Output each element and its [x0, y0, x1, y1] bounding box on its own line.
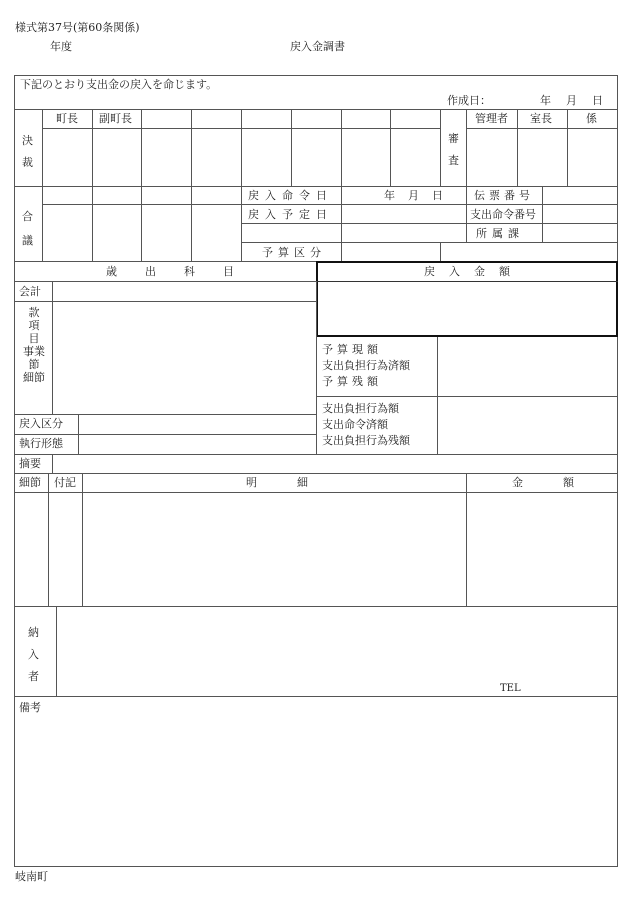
- col-staff: 係: [586, 112, 597, 125]
- creation-date-label: 作成日：: [447, 94, 491, 107]
- execution-form-label: 執行形態: [19, 437, 63, 450]
- col-amount: 金額: [512, 476, 614, 489]
- budget-remaining-label: 予算残額: [322, 375, 382, 388]
- summary-label: 摘要: [19, 457, 41, 470]
- creation-date-year: 年: [540, 94, 551, 107]
- creation-date-month: 月: [566, 94, 577, 107]
- kessai-label: 決 裁: [22, 134, 33, 169]
- col-subsection: 細節: [19, 476, 41, 489]
- payment-order-number-label: 支出命令番号: [470, 208, 536, 221]
- return-category-label: 戻入区分: [19, 417, 63, 430]
- payer-tel-label: TEL: [500, 683, 521, 694]
- col-section-chief: 室長: [530, 112, 552, 125]
- col-deputy-mayor: 副町長: [99, 112, 132, 125]
- return-scheduled-date-label: 戻入予定日: [248, 208, 333, 221]
- accounting-label: 会計: [19, 285, 41, 298]
- payer-label: 納 入 者: [28, 626, 39, 683]
- commitment-remaining-label: 支出負担行為残額: [322, 434, 410, 447]
- commitment-amount-label: 支出負担行為額: [322, 402, 399, 415]
- fiscal-year-label: 年度: [50, 40, 72, 53]
- order-date-year: 年: [384, 189, 395, 202]
- item-labels: 款 項 目 事業 節 細節: [23, 306, 45, 384]
- return-amount-heading: 戻入金額: [424, 265, 524, 278]
- budget-current-label: 予算現額: [322, 343, 382, 356]
- return-order-date-label: 戻入命令日: [248, 189, 333, 202]
- consultation-label: 合 議: [22, 210, 33, 247]
- department-label: 所属課: [476, 227, 524, 240]
- form-number: 様式第37号(第60条関係): [15, 21, 140, 34]
- col-note: 付記: [54, 476, 76, 489]
- expenditure-heading: 歳出科目: [106, 265, 262, 278]
- creation-date-day: 日: [592, 94, 603, 107]
- footer-town: 岐南町: [15, 870, 48, 883]
- col-mayor: 町長: [56, 112, 78, 125]
- shinsa-label: 審 査: [448, 132, 459, 167]
- payment-ordered-label: 支出命令済額: [322, 418, 388, 431]
- page-title: 戻入金調書: [290, 40, 345, 53]
- col-detail: 明細: [246, 476, 348, 489]
- col-manager: 管理者: [475, 112, 508, 125]
- voucher-number-label: 伝票番号: [474, 189, 534, 202]
- order-date-month: 月: [408, 189, 419, 202]
- remarks-label: 備考: [19, 701, 41, 714]
- budget-committed-label: 支出負担行為済額: [322, 359, 410, 372]
- order-text: 下記のとおり支出金の戻入を命じます。: [20, 78, 218, 91]
- budget-category-label: 予算区分: [262, 246, 326, 259]
- order-date-day: 日: [432, 189, 443, 202]
